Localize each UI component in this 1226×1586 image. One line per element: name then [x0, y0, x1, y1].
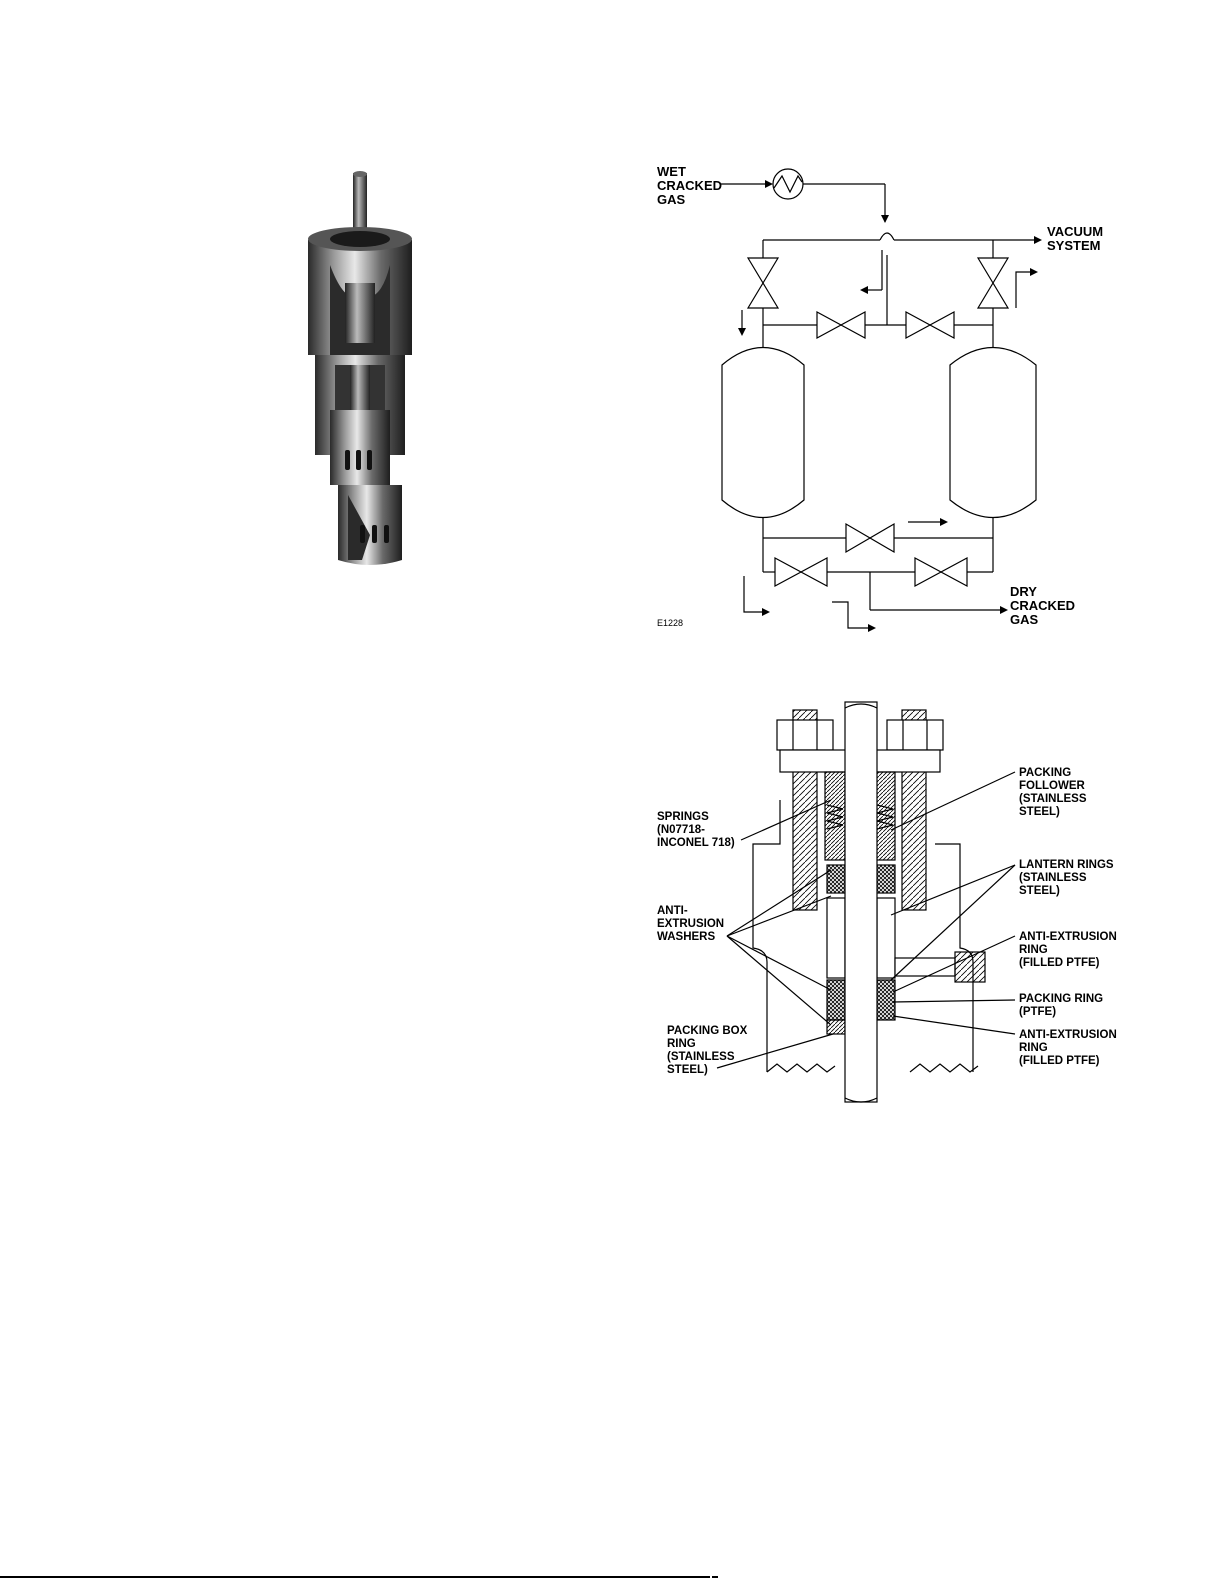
- svg-text:(STAINLESS: (STAINLESS: [667, 1051, 735, 1063]
- inlet-label-line1: WET: [657, 164, 686, 179]
- dryer-schematic-figure: [650, 160, 1110, 640]
- outlet-label-line1: DRY: [1010, 584, 1037, 599]
- svg-text:ANTI-: ANTI-: [657, 905, 688, 917]
- packing-ring-callout: [893, 993, 1103, 1018]
- footer-rule: [0, 1576, 710, 1578]
- outlet-label-line3: GAS: [1010, 612, 1039, 627]
- bottom-right-valve-icon: [915, 558, 941, 586]
- svg-text:LANTERN RINGS: LANTERN RINGS: [1019, 859, 1114, 871]
- left-top-valve-icon: [748, 258, 778, 283]
- svg-text:(FILLED PTFE): (FILLED PTFE): [1019, 957, 1100, 969]
- vacuum-label-line1: VACUUM: [1047, 224, 1104, 239]
- svg-text:INCONEL 718): INCONEL 718): [657, 837, 735, 849]
- footer-dash: [712, 1576, 718, 1578]
- figure-code: E1228: [657, 618, 684, 628]
- right-dryer-vessel: [950, 348, 1036, 518]
- outlet-label-line2: CRACKED: [1010, 598, 1075, 613]
- inlet-label-line2: CRACKED: [657, 178, 722, 193]
- svg-text:EXTRUSION: EXTRUSION: [657, 918, 725, 930]
- svg-text:(STAINLESS: (STAINLESS: [1019, 793, 1087, 805]
- svg-text:PACKING BOX: PACKING BOX: [667, 1025, 748, 1037]
- right-nut: [887, 720, 943, 750]
- svg-text:(N07718-: (N07718-: [657, 824, 705, 836]
- svg-text:STEEL): STEEL): [1019, 806, 1060, 818]
- svg-text:RING: RING: [1019, 944, 1048, 956]
- valve-cutaway-figure: [290, 165, 425, 570]
- valve-trim-cutaway-icon: [290, 165, 425, 570]
- svg-text:STEEL): STEEL): [1019, 885, 1060, 897]
- left-nut: [777, 720, 833, 750]
- svg-text:RING: RING: [667, 1038, 696, 1050]
- svg-text:ANTI-EXTRUSION: ANTI-EXTRUSION: [1019, 1029, 1117, 1041]
- svg-text:RING: RING: [1019, 1042, 1048, 1054]
- svg-text:SPRINGS: SPRINGS: [657, 811, 709, 823]
- inlet-label-line3: GAS: [657, 192, 686, 207]
- svg-text:PACKING: PACKING: [1019, 767, 1072, 779]
- svg-text:WASHERS: WASHERS: [657, 931, 716, 943]
- packing-detail-figure: [655, 700, 1117, 1130]
- svg-text:(STAINLESS: (STAINLESS: [1019, 872, 1087, 884]
- svg-text:PACKING RING: PACKING RING: [1019, 993, 1104, 1005]
- svg-text:ANTI-EXTRUSION: ANTI-EXTRUSION: [1019, 931, 1117, 943]
- bottom-cross-valve-icon: [846, 524, 870, 552]
- svg-text:STEEL): STEEL): [667, 1064, 708, 1076]
- packing-box-ring-callout: [667, 1025, 833, 1076]
- heat-exchanger-icon: [773, 169, 803, 199]
- right-top-valve-icon: [978, 258, 1008, 283]
- valve-stem: [845, 702, 877, 1102]
- cross-valve-right-icon: [906, 312, 930, 338]
- svg-text:(PTFE): (PTFE): [1019, 1006, 1057, 1018]
- vacuum-label-line2: SYSTEM: [1047, 238, 1101, 253]
- anti-extrusion-ring-lower-callout: [893, 1016, 1117, 1067]
- svg-text:(FILLED PTFE): (FILLED PTFE): [1019, 1055, 1100, 1067]
- svg-text:FOLLOWER: FOLLOWER: [1019, 780, 1085, 792]
- cross-valve-left-icon: [817, 312, 841, 338]
- bottom-left-valve-icon: [775, 558, 801, 586]
- left-dryer-vessel: [722, 348, 804, 518]
